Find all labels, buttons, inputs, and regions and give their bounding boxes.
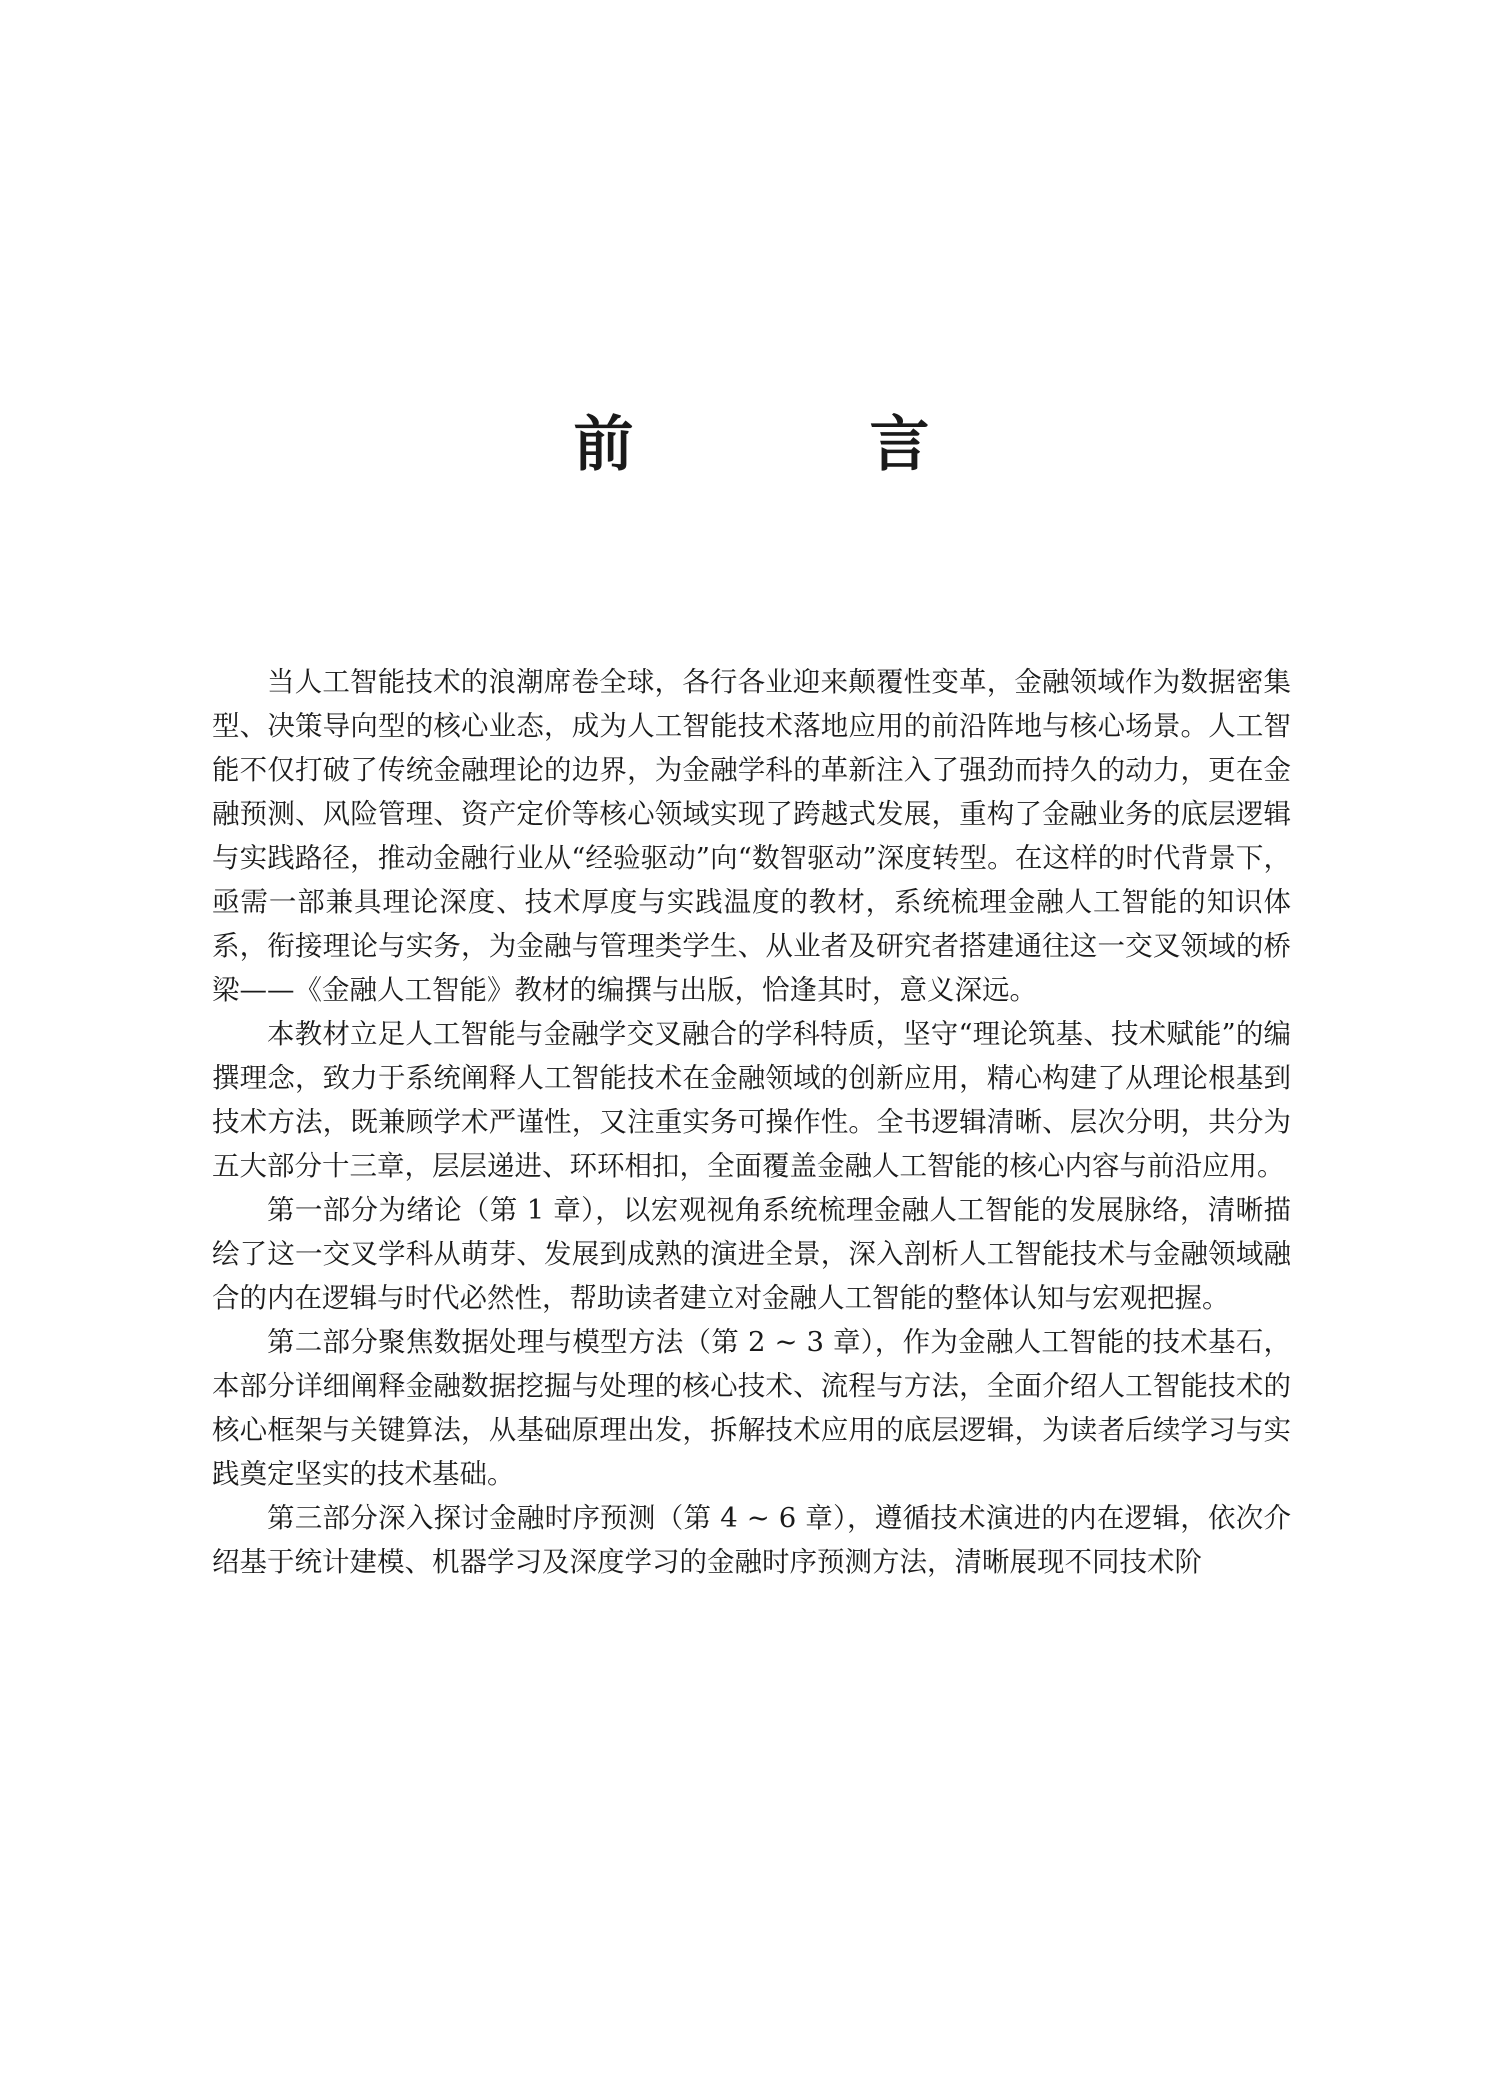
paragraph-3: 第一部分为绪论（第 1 章），以宏观视角系统梳理金融人工智能的发展脉络，清晰描绘了这一交叉学科从萌芽、发展到成熟的演进全景，深入剖析人工智能技术与金融领域融合的内在逻辑与时代必然性，帮助读者建立对金融人工智能的整体认知与宏观把握。 (212, 1194, 1291, 1314)
preface-body (212, 660, 1291, 1584)
paragraph-4: 第二部分聚焦数据处理与模型方法（第 2 ~ 3 章），作为金融人工智能的技术基石，本部分详细阐释金融数据挖掘与处理的核心技术、流程与方法，全面介绍人工智能技术的核心框架与关键算法，从基础原理出发，拆解技术应用的底层逻辑，为读者后续学习与实践奠定坚实的技术基础。 (212, 1326, 1291, 1490)
paragraph-5: 第三部分深入探讨金融时序预测（第 4 ~ 6 章），遵循技术演进的内在逻辑，依次介绍基于统计建模、机器学习及深度学习的金融时序预测方法，清晰展现不同技术阶 (212, 1502, 1291, 1578)
page-title: 前 言 (573, 410, 1018, 480)
paragraph-2: 本教材立足人工智能与金融学交叉融合的学科特质，坚守“理论筑基、技术赋能”的编撰理念，致力于系统阐释人工智能技术在金融领域的创新应用，精心构建了从理论根基到技术方法，既兼顾学术严谨性，又注重实务可操作性。全书逻辑清晰、层次分明，共分为五大部分十三章，层层递进、环环相扣，全面覆盖金融人工智能的核心内容与前沿应用。 (212, 1018, 1291, 1182)
paragraph-1: 当人工智能技术的浪潮席卷全球，各行各业迎来颠覆性变革，金融领域作为数据密集型、决策导向型的核心业态，成为人工智能技术落地应用的前沿阵地与核心场景。人工智能不仅打破了传统金融理论的边界，为金融学科的革新注入了强劲而持久的动力，更在金融预测、风险管理、资产定价等核心领域实现了跨越式发展，重构了金融业务的底层逻辑与实践路径，推动金融行业从“经验驱动”向“数智驱动”深度转型。在这样的时代背景下，亟需一部兼具理论深度、技术厚度与实践温度的教材，系统梳理金融人工智能的知识体系，衔接理论与实务，为金融与管理类学生、从业者及研究者搭建通往这一交叉领域的桥梁——《金融人工智能》教材的编撰与出版，恰逢其时，意义深远。 (212, 666, 1291, 1006)
